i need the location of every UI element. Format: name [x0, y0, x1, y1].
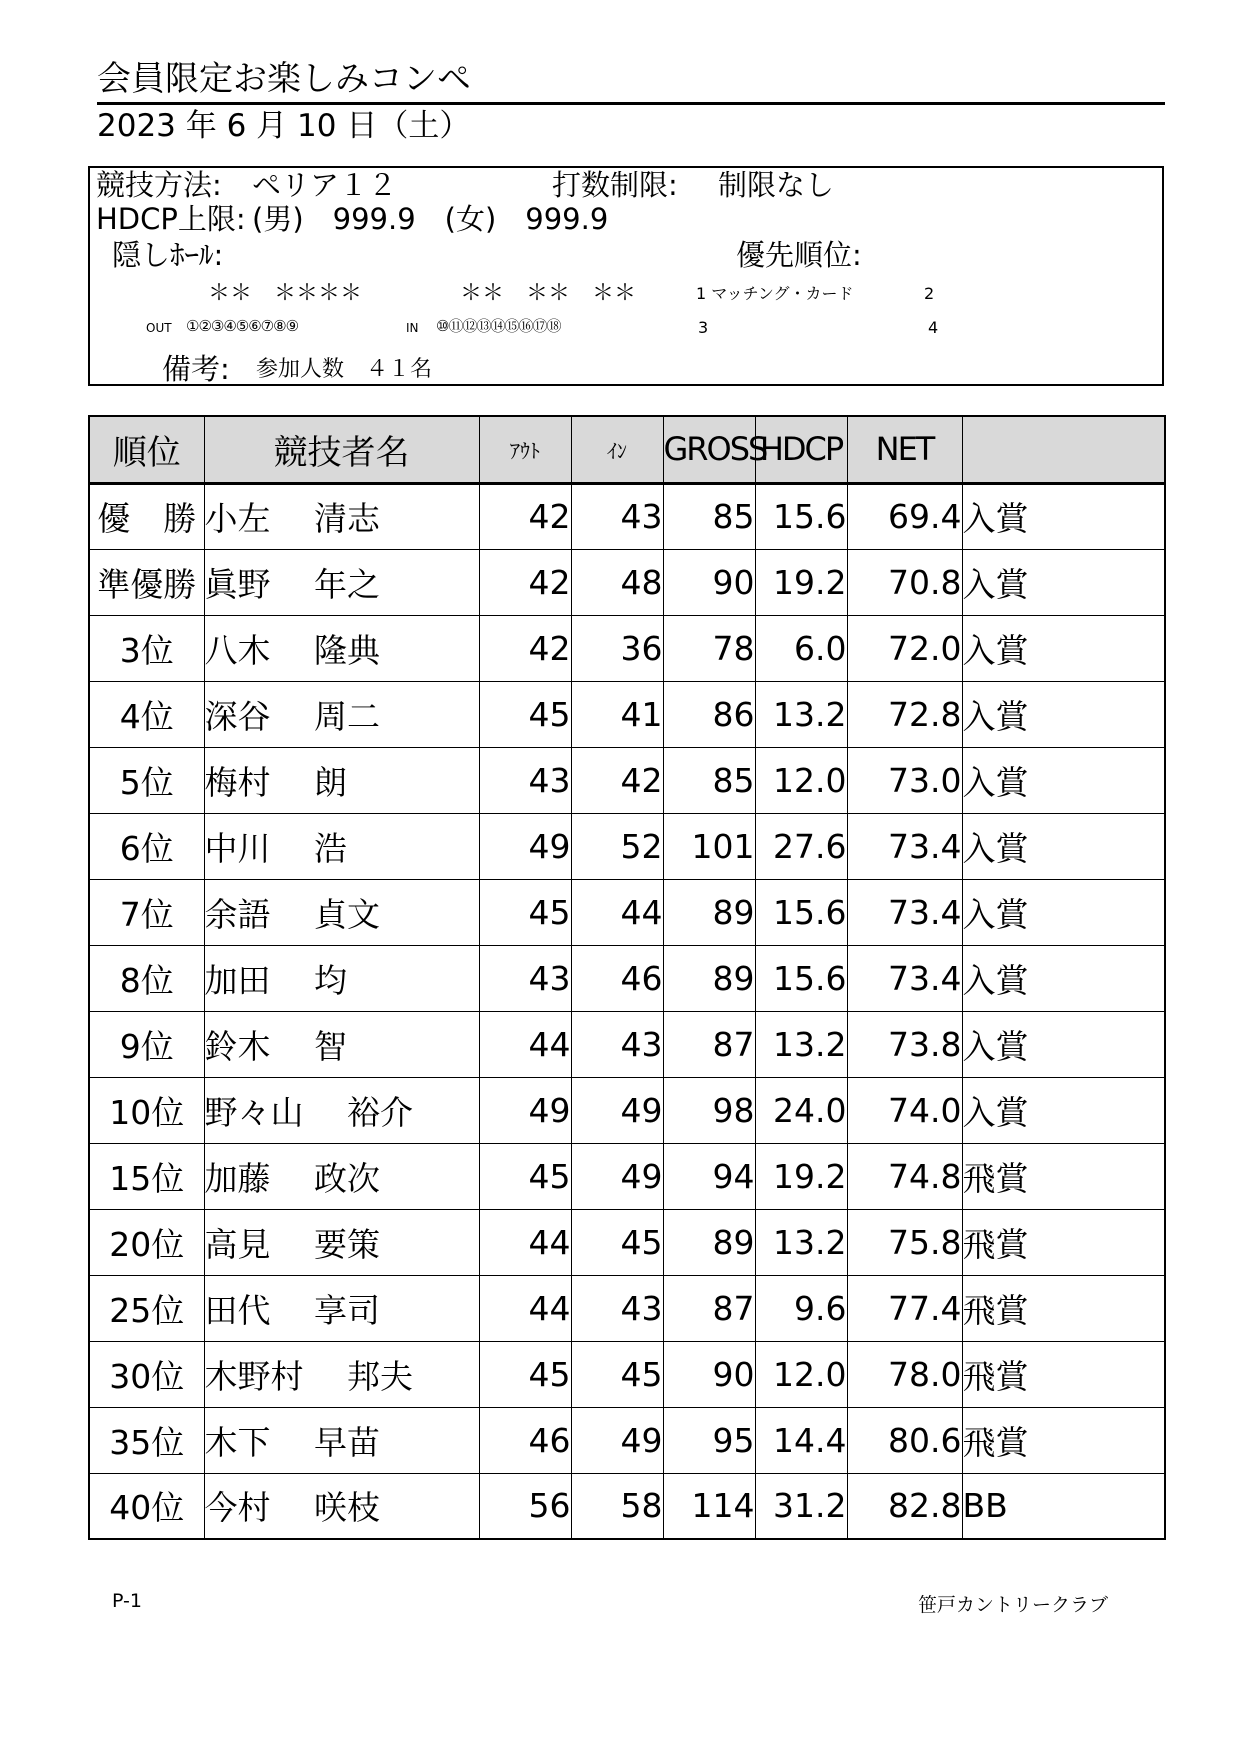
table-row	[89, 1077, 1165, 1143]
award-cell: 入賞	[962, 549, 1165, 615]
gross-score-cell: 94	[663, 1143, 755, 1209]
in-score-cell: 42	[571, 747, 663, 813]
award-cell: 入賞	[962, 1011, 1165, 1077]
net-score-cell: 75.8	[847, 1209, 962, 1275]
rank-cell: 7位	[89, 879, 204, 945]
table-row	[89, 879, 1165, 945]
out-score-cell: 49	[479, 813, 571, 879]
header-name: 競技者名	[204, 416, 479, 483]
out-score-cell: 43	[479, 747, 571, 813]
award-cell: 入賞	[962, 945, 1165, 1011]
rank-cell: 40位	[89, 1473, 204, 1539]
in-score-cell: 48	[571, 549, 663, 615]
gross-score-cell: 89	[663, 879, 755, 945]
table-row	[89, 615, 1165, 681]
name-cell: 高見 要策	[204, 1209, 479, 1275]
name-cell: 田代 享司	[204, 1275, 479, 1341]
gross-score-cell: 90	[663, 1341, 755, 1407]
out-holes: ①②③④⑤⑥⑦⑧⑨	[186, 317, 299, 335]
header-out: ｱｳﾄ	[479, 416, 571, 483]
gross-score-cell: 85	[663, 747, 755, 813]
event-date: 2023 年 6 月 10 日（土）	[97, 108, 471, 144]
award-cell: 入賞	[962, 747, 1165, 813]
out-score-cell: 44	[479, 1011, 571, 1077]
gross-score-cell: 87	[663, 1011, 755, 1077]
name-cell: 余語 貞文	[204, 879, 479, 945]
out-score-cell: 42	[479, 483, 571, 549]
results-table	[88, 415, 1166, 1540]
in-score-cell: 43	[571, 1011, 663, 1077]
name-cell: 加田 均	[204, 945, 479, 1011]
award-cell: BB	[962, 1473, 1165, 1539]
table-row	[89, 1275, 1165, 1341]
header-gross: GROSS	[663, 416, 755, 483]
net-score-cell: 82.8	[847, 1473, 962, 1539]
rank-cell: 10位	[89, 1077, 204, 1143]
net-score-cell: 77.4	[847, 1275, 962, 1341]
award-cell: 入賞	[962, 813, 1165, 879]
in-score-cell: 58	[571, 1473, 663, 1539]
net-score-cell: 72.0	[847, 615, 962, 681]
in-score-cell: 49	[571, 1077, 663, 1143]
net-score-cell: 74.0	[847, 1077, 962, 1143]
net-score-cell: 73.4	[847, 813, 962, 879]
in-score-cell: 45	[571, 1341, 663, 1407]
stroke-limit-value: 制限なし	[718, 168, 835, 202]
results-body	[89, 483, 1165, 1539]
net-score-cell: 73.8	[847, 1011, 962, 1077]
table-row	[89, 483, 1165, 549]
rank-cell: 優 勝	[89, 483, 204, 549]
gross-score-cell: 87	[663, 1275, 755, 1341]
hdcp-cell: 6.0	[755, 615, 847, 681]
in-score-cell: 46	[571, 945, 663, 1011]
stroke-limit-label: 打数制限:	[552, 168, 678, 202]
rank-cell: 6位	[89, 813, 204, 879]
rank-cell: 30位	[89, 1341, 204, 1407]
net-score-cell: 73.4	[847, 945, 962, 1011]
hdcp-cell: 19.2	[755, 1143, 847, 1209]
hdcp-cell: 13.2	[755, 1011, 847, 1077]
in-score-cell: 49	[571, 1407, 663, 1473]
remarks-label: 備考:	[162, 352, 230, 386]
net-score-cell: 72.8	[847, 681, 962, 747]
out-score-cell: 45	[479, 1341, 571, 1407]
table-row	[89, 1473, 1165, 1539]
out-label: OUT	[146, 321, 172, 335]
header-award	[962, 416, 1165, 483]
out-score-cell: 44	[479, 1275, 571, 1341]
gross-score-cell: 89	[663, 1209, 755, 1275]
award-cell: 入賞	[962, 483, 1165, 549]
hdcp-cell: 12.0	[755, 747, 847, 813]
out-score-cell: 42	[479, 615, 571, 681]
in-score-cell: 49	[571, 1143, 663, 1209]
out-score-cell: 46	[479, 1407, 571, 1473]
header-rank: 順位	[89, 416, 204, 483]
name-cell: 中川 浩	[204, 813, 479, 879]
rank-cell: 8位	[89, 945, 204, 1011]
name-cell: 梅村 朗	[204, 747, 479, 813]
table-row	[89, 1209, 1165, 1275]
hdcp-cell: 12.0	[755, 1341, 847, 1407]
net-score-cell: 73.4	[847, 879, 962, 945]
hdcp-cell: 13.2	[755, 1209, 847, 1275]
club-name: 笹戸カントリークラブ	[918, 1594, 1109, 1616]
page-title: 会員限定お楽しみコンペ	[97, 58, 1165, 105]
award-cell: 飛賞	[962, 1407, 1165, 1473]
method-label: 競技方法:	[96, 168, 222, 202]
name-cell: 深谷 周二	[204, 681, 479, 747]
method-value: ペリア１２	[252, 168, 398, 202]
gross-score-cell: 95	[663, 1407, 755, 1473]
out-score-cell: 56	[479, 1473, 571, 1539]
gross-score-cell: 89	[663, 945, 755, 1011]
out-score-cell: 45	[479, 1143, 571, 1209]
gross-score-cell: 85	[663, 483, 755, 549]
header-hdcp: HDCP	[755, 416, 847, 483]
rank-cell: 5位	[89, 747, 204, 813]
hdcp-cell: 15.6	[755, 879, 847, 945]
award-cell: 飛賞	[962, 1341, 1165, 1407]
net-score-cell: 70.8	[847, 549, 962, 615]
hidden-holes-label: 隠しﾎｰﾙ:	[112, 238, 224, 272]
name-cell: 加藤 政次	[204, 1143, 479, 1209]
hdcp-cell: 13.2	[755, 681, 847, 747]
net-score-cell: 78.0	[847, 1341, 962, 1407]
hdcp-limit-label: HDCP上限:	[96, 202, 246, 236]
rank-cell: 15位	[89, 1143, 204, 1209]
out-score-cell: 42	[479, 549, 571, 615]
gross-score-cell: 86	[663, 681, 755, 747]
out-score-cell: 43	[479, 945, 571, 1011]
gross-score-cell: 98	[663, 1077, 755, 1143]
header-net: NET	[847, 416, 962, 483]
in-score-cell: 43	[571, 1275, 663, 1341]
out-score-cell: 44	[479, 1209, 571, 1275]
out-score-cell: 49	[479, 1077, 571, 1143]
award-cell: 飛賞	[962, 1275, 1165, 1341]
award-cell: 入賞	[962, 1077, 1165, 1143]
name-cell: 八木 隆典	[204, 615, 479, 681]
net-score-cell: 74.8	[847, 1143, 962, 1209]
hdcp-cell: 31.2	[755, 1473, 847, 1539]
priority-label: 優先順位:	[736, 238, 862, 272]
net-score-cell: 69.4	[847, 483, 962, 549]
rank-cell: 20位	[89, 1209, 204, 1275]
hdcp-cell: 27.6	[755, 813, 847, 879]
in-score-cell: 43	[571, 483, 663, 549]
hdcp-cell: 19.2	[755, 549, 847, 615]
hdcp-cell: 15.6	[755, 945, 847, 1011]
hdcp-cell: 15.6	[755, 483, 847, 549]
net-score-cell: 80.6	[847, 1407, 962, 1473]
rank-cell: 35位	[89, 1407, 204, 1473]
table-row	[89, 549, 1165, 615]
priority-3: 3	[698, 318, 709, 337]
rank-cell: 9位	[89, 1011, 204, 1077]
out-score-cell: 45	[479, 681, 571, 747]
award-cell: 飛賞	[962, 1209, 1165, 1275]
table-row	[89, 681, 1165, 747]
table-row	[89, 813, 1165, 879]
name-cell: 木野村 邦夫	[204, 1341, 479, 1407]
award-cell: 入賞	[962, 681, 1165, 747]
hdcp-limit-value: (男) 999.9 (女) 999.9	[252, 202, 609, 236]
in-score-cell: 36	[571, 615, 663, 681]
name-cell: 眞野 年之	[204, 549, 479, 615]
rank-cell: 4位	[89, 681, 204, 747]
priority-2: 2	[924, 284, 935, 303]
gross-score-cell: 90	[663, 549, 755, 615]
table-row	[89, 747, 1165, 813]
in-label: IN	[406, 321, 419, 335]
remarks-value: 参加人数 ４１名	[256, 357, 433, 382]
table-row	[89, 1143, 1165, 1209]
in-score-cell: 52	[571, 813, 663, 879]
page-number: P-1	[112, 1590, 142, 1612]
table-header-row	[89, 416, 1165, 483]
name-cell: 木下 早苗	[204, 1407, 479, 1473]
gross-score-cell: 78	[663, 615, 755, 681]
in-score-cell: 45	[571, 1209, 663, 1275]
hdcp-cell: 14.4	[755, 1407, 847, 1473]
rank-cell: 準優勝	[89, 549, 204, 615]
in-hidden-marks: ＊＊ ＊＊ ＊＊	[460, 281, 637, 306]
out-hidden-marks: ＊＊ ＊＊＊＊	[208, 281, 363, 306]
name-cell: 鈴木 智	[204, 1011, 479, 1077]
hdcp-cell: 9.6	[755, 1275, 847, 1341]
competition-info-box	[88, 166, 1164, 386]
out-score-cell: 45	[479, 879, 571, 945]
name-cell: 小左 清志	[204, 483, 479, 549]
in-score-cell: 44	[571, 879, 663, 945]
table-row	[89, 1011, 1165, 1077]
in-holes: ⑩⑪⑫⑬⑭⑮⑯⑰⑱	[436, 317, 561, 335]
priority-4: 4	[928, 318, 939, 337]
header-in: ｲﾝ	[571, 416, 663, 483]
award-cell: 飛賞	[962, 1143, 1165, 1209]
name-cell: 今村 咲枝	[204, 1473, 479, 1539]
award-cell: 入賞	[962, 615, 1165, 681]
table-row	[89, 1341, 1165, 1407]
rank-cell: 25位	[89, 1275, 204, 1341]
gross-score-cell: 101	[663, 813, 755, 879]
award-cell: 入賞	[962, 879, 1165, 945]
hdcp-cell: 24.0	[755, 1077, 847, 1143]
rank-cell: 3位	[89, 615, 204, 681]
priority-1: 1 マッチング・カード	[696, 284, 854, 303]
net-score-cell: 73.0	[847, 747, 962, 813]
table-row	[89, 945, 1165, 1011]
table-row	[89, 1407, 1165, 1473]
in-score-cell: 41	[571, 681, 663, 747]
gross-score-cell: 114	[663, 1473, 755, 1539]
name-cell: 野々山 裕介	[204, 1077, 479, 1143]
